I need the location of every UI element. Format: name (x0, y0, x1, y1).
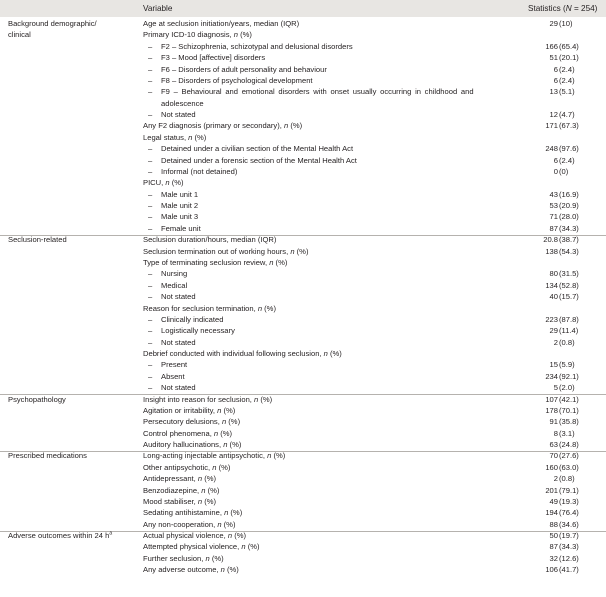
row-variable (148, 337, 196, 348)
row-variable (143, 29, 252, 40)
row-variable-label: Auditory hallucinations, n (%) (143, 440, 242, 450)
row-value: 87 (549, 223, 558, 233)
row-variable (143, 405, 235, 416)
row-variable (143, 485, 219, 496)
table-row (0, 462, 606, 473)
row-value: 8 (553, 428, 558, 438)
row-variable (143, 473, 216, 484)
row-variable-label: F3 – Mood [affective] disorders (161, 53, 266, 63)
row-value: 15 (549, 360, 558, 370)
row-variable-label: Not stated (161, 110, 196, 120)
row-value-paren: (38.7) (559, 235, 579, 245)
row-value: 87 (549, 542, 558, 552)
row-value: 0 (553, 166, 558, 176)
row-variable (148, 371, 185, 382)
row-value-paren: (0.8) (559, 337, 575, 347)
row-variable-label: Not stated (161, 383, 196, 393)
row-value: 71 (549, 212, 558, 222)
row-value: 107 (545, 394, 558, 404)
row-value: 63 (549, 440, 558, 450)
table-row (0, 553, 606, 564)
table-row (0, 348, 606, 359)
table-row (0, 382, 606, 393)
bullet-dash: – (148, 189, 153, 199)
row-variable (143, 507, 242, 518)
row-variable (148, 52, 265, 63)
row-value: 40 (549, 292, 558, 302)
row-variable-label: F9 – Behavioural and emotional disorders with onset usually occurring in childhood and (161, 87, 474, 97)
row-value: 29 (549, 326, 558, 336)
row-value: 43 (549, 189, 558, 199)
row-value: 91 (549, 417, 558, 427)
row-value: 50 (549, 531, 558, 541)
bullet-dash: – (148, 212, 153, 222)
row-variable-label: Detained under a civilian section of the Mental Health Act (161, 144, 354, 154)
table-row (0, 189, 606, 200)
row-variable (148, 382, 196, 393)
row-value-paren: (63.0) (559, 462, 579, 472)
row-variable-label: Clinically indicated (161, 314, 224, 324)
table-row (0, 132, 606, 143)
row-variable-label: Logistically necessary (161, 326, 235, 336)
table-row (0, 359, 606, 370)
row-value-paren: (15.7) (559, 292, 579, 302)
row-value-paren: (52.8) (559, 280, 579, 290)
row-variable-label: Antidepressant, n (%) (143, 474, 217, 484)
table-row (0, 303, 606, 314)
bullet-dash: – (148, 53, 153, 63)
row-value-paren: (3.1) (559, 428, 575, 438)
row-variable-label: Absent (161, 371, 185, 381)
row-variable (148, 314, 223, 325)
row-variable (148, 223, 201, 234)
row-variable (148, 359, 187, 370)
table-row (0, 52, 606, 63)
row-variable (143, 18, 299, 29)
row-value-paren: (19.3) (559, 496, 579, 506)
row-value: 194 (545, 508, 558, 518)
row-value: 32 (549, 553, 558, 563)
row-variable (148, 166, 237, 177)
table-row (0, 143, 606, 154)
row-variable-label: adolescence (161, 98, 204, 108)
row-value-paren: (34.6) (559, 519, 579, 529)
row-value-paren: (20.9) (559, 201, 579, 211)
row-variable (143, 303, 276, 314)
row-variable-label: Persecutory delusions, n (%) (143, 417, 241, 427)
table-row (0, 519, 606, 530)
row-variable (143, 541, 260, 552)
table-row (0, 64, 606, 75)
row-category: Adverse outcomes within 24 $h^a$ (8, 530, 113, 541)
row-variable (143, 428, 232, 439)
row-variable (143, 462, 230, 473)
row-value-paren: (41.7) (559, 565, 579, 575)
row-variable (143, 416, 240, 427)
row-value-paren: (31.5) (559, 269, 579, 279)
row-variable-label: F6 – Disorders of adult personality and behaviour (161, 64, 327, 74)
table-row (0, 109, 606, 120)
row-variable-label: Benzodiazepine, n (%) (143, 485, 220, 495)
row-category: Prescribed medications (8, 451, 87, 461)
row-category: clinical (8, 30, 31, 40)
row-variable-label: Nursing (161, 269, 188, 279)
row-value-paren: (5.9) (559, 360, 575, 370)
row-value: 20.8 (543, 235, 558, 245)
table-row (0, 325, 606, 336)
row-variable-label: Seclusion duration/hours, median (IQR) (143, 235, 277, 245)
row-variable-label: Type of terminating seclusion review, n (%) (143, 257, 288, 267)
row-variable-label: Sedating antihistamine, n (%) (143, 508, 243, 518)
bullet-dash: – (148, 87, 153, 97)
row-variable (148, 189, 198, 200)
table-row (0, 450, 606, 461)
table-row (0, 120, 606, 131)
row-value-paren: (79.1) (559, 485, 579, 495)
row-value-paren: (10) (559, 19, 573, 28)
row-variable-label: Further seclusion, n (%) (143, 553, 224, 563)
bullet-dash: – (148, 337, 153, 347)
row-variable (143, 553, 224, 564)
row-value: 106 (545, 565, 558, 575)
table-row (0, 223, 606, 234)
table-row (0, 155, 606, 166)
bullet-dash: – (148, 155, 153, 165)
table-row (0, 496, 606, 507)
row-value-paren: (65.4) (559, 41, 579, 51)
bullet-dash: – (148, 144, 153, 154)
row-value-paren: (70.1) (559, 405, 579, 415)
row-value-paren: (16.9) (559, 189, 579, 199)
row-value-paren: (20.1) (559, 53, 579, 63)
table-row (0, 371, 606, 382)
row-variable-label: Any F2 diagnosis (primary or secondary), n (%) (143, 121, 303, 131)
row-value: 201 (545, 485, 558, 495)
bullet-dash: – (148, 223, 153, 233)
row-variable (143, 120, 302, 131)
table-row (0, 98, 606, 109)
row-variable (148, 64, 327, 75)
bullet-dash: – (148, 41, 153, 51)
row-value-paren: (27.6) (559, 451, 579, 461)
row-variable-label: Primary ICD-10 diagnosis, n (%) (143, 30, 252, 40)
row-variable (148, 291, 196, 302)
row-variable-label: Age at seclusion initiation/years, median (IQR) (143, 19, 300, 28)
row-value: 178 (545, 405, 558, 415)
bullet-dash: – (148, 326, 153, 336)
row-value: 234 (545, 371, 558, 381)
row-value: 134 (545, 280, 558, 290)
table-row (0, 257, 606, 268)
row-value: 2 (553, 337, 558, 347)
row-value: 6 (553, 155, 558, 165)
row-variable (143, 530, 246, 541)
row-variable (143, 519, 235, 530)
row-value: 53 (549, 201, 558, 211)
row-variable-label: Any non-cooperation, n (%) (143, 519, 236, 529)
row-variable (148, 86, 474, 97)
bullet-dash: – (148, 64, 153, 74)
row-value: 248 (545, 144, 558, 154)
row-value: 13 (549, 87, 558, 97)
table-row (0, 41, 606, 52)
row-variable-label: F8 – Disorders of psychological development (161, 75, 313, 85)
row-variable (143, 177, 184, 188)
row-variable (143, 257, 287, 268)
row-variable (143, 348, 342, 359)
table-row (0, 280, 606, 291)
row-variable (148, 280, 187, 291)
row-category: Background demographic/ (8, 19, 97, 28)
row-variable (148, 75, 313, 86)
row-value: 29 (549, 19, 558, 28)
bullet-dash: – (148, 269, 153, 279)
row-value: 80 (549, 269, 558, 279)
table-row (0, 75, 606, 86)
row-value-paren: (67.3) (559, 121, 579, 131)
row-value: 138 (545, 246, 558, 256)
row-variable-label: Insight into reason for seclusion, n (%) (143, 394, 273, 404)
table-row (0, 166, 606, 177)
row-variable-label: Legal status, n (%) (143, 132, 207, 142)
row-variable (148, 211, 198, 222)
row-value-paren: (28.0) (559, 212, 579, 222)
bullet-dash: – (148, 110, 153, 120)
row-variable (143, 439, 241, 450)
row-value-paren: (12.6) (559, 553, 579, 563)
row-value: 6 (553, 64, 558, 74)
row-variable-label: Male unit 2 (161, 201, 199, 211)
row-value-paren: (5.1) (559, 87, 575, 97)
table-row (0, 177, 606, 188)
row-variable-label: Any adverse outcome, n (%) (143, 565, 239, 575)
row-variable (148, 155, 357, 166)
table-row (0, 18, 606, 29)
row-value-paren: (54.3) (559, 246, 579, 256)
table-row (0, 416, 606, 427)
row-value-paren: (97.6) (559, 144, 579, 154)
table-row (0, 485, 606, 496)
table-row (0, 439, 606, 450)
row-value: 171 (545, 121, 558, 131)
row-variable (148, 109, 196, 120)
table-row (0, 246, 606, 257)
row-value-paren: (19.7) (559, 531, 579, 541)
row-variable (143, 394, 272, 405)
table-row (0, 337, 606, 348)
row-value-paren: (42.1) (559, 394, 579, 404)
row-category: Psychopathology (8, 394, 66, 404)
row-variable-label: Not stated (161, 292, 196, 302)
bullet-dash: – (148, 75, 153, 85)
table-row (0, 530, 606, 541)
row-variable-label: Control phenomena, n (%) (143, 428, 233, 438)
table-row (0, 86, 606, 97)
row-value-paren: (35.8) (559, 417, 579, 427)
row-variable (143, 564, 239, 575)
table-row (0, 405, 606, 416)
table-row (0, 211, 606, 222)
row-value-paren: (11.4) (559, 326, 579, 336)
table-row (0, 268, 606, 279)
table-row (0, 394, 606, 405)
row-value-paren: (34.3) (559, 542, 579, 552)
row-category: Seclusion-related (8, 235, 67, 245)
row-variable-label: Actual physical violence, n (%) (143, 531, 246, 541)
row-variable-label: Mood stabiliser, n (%) (143, 496, 217, 506)
row-variable-label: Other antipsychotic, n (%) (143, 462, 231, 472)
row-variable-label: Medical (161, 280, 188, 290)
table-row (0, 507, 606, 518)
table-row (0, 541, 606, 552)
row-value-paren: (76.4) (559, 508, 579, 518)
table-row (0, 200, 606, 211)
row-variable-label: Detained under a forensic section of the Mental Health Act (161, 155, 357, 165)
row-variable (148, 41, 353, 52)
bullet-dash: – (148, 292, 153, 302)
row-value: 88 (549, 519, 558, 529)
row-value: 6 (553, 75, 558, 85)
row-value-paren: (2.4) (559, 155, 575, 165)
row-variable-label: Present (161, 360, 188, 370)
row-value: 12 (549, 110, 558, 120)
row-variable-label: Debrief conducted with individual following seclusion, n (%) (143, 349, 342, 359)
row-variable (143, 450, 285, 461)
bullet-dash: – (148, 166, 153, 176)
row-variable (148, 98, 204, 109)
row-variable (148, 143, 353, 154)
bullet-dash: – (148, 280, 153, 290)
row-variable-label: Attempted physical violence, n (%) (143, 542, 260, 552)
row-value-paren: (87.8) (559, 314, 579, 324)
row-variable-label: PICU, n (%) (143, 178, 184, 188)
row-variable (143, 246, 308, 257)
bullet-dash: – (148, 360, 153, 370)
row-variable-label: Female unit (161, 223, 201, 233)
row-value: 49 (549, 496, 558, 506)
row-value: 51 (549, 53, 558, 63)
table-header (0, 0, 606, 17)
bullet-dash: – (148, 201, 153, 211)
table-row (0, 291, 606, 302)
row-variable-label: Informal (not detained) (161, 166, 238, 176)
table-row (0, 473, 606, 484)
row-value: 166 (545, 41, 558, 51)
table-row (0, 234, 606, 245)
row-variable (143, 234, 276, 245)
row-value-paren: (24.8) (559, 440, 579, 450)
row-variable (143, 496, 216, 507)
statistics-column-header: Statistics (N = 254) (528, 4, 598, 13)
bullet-dash: – (148, 383, 153, 393)
row-value-paren: (2.0) (559, 383, 575, 393)
row-variable-label: Not stated (161, 337, 196, 347)
row-value-paren: (2.4) (559, 75, 575, 85)
bullet-dash: – (148, 314, 153, 324)
row-variable-label: Male unit 1 (161, 189, 199, 199)
row-value: 2 (553, 474, 558, 484)
row-value-paren: (2.4) (559, 64, 575, 74)
bullet-dash: – (148, 371, 153, 381)
table-row (0, 314, 606, 325)
row-value-paren: (92.1) (559, 371, 579, 381)
row-variable-label: Seclusion termination out of working hours, n (%) (143, 246, 309, 256)
row-variable-label: Agitation or irritability, n (%) (143, 405, 236, 415)
row-value-paren: (34.3) (559, 223, 579, 233)
row-variable-label: Male unit 3 (161, 212, 199, 222)
table-row (0, 428, 606, 439)
row-variable (143, 132, 206, 143)
row-variable-label: Reason for seclusion termination, n (%) (143, 303, 276, 313)
row-value: 70 (549, 451, 558, 461)
table-row (0, 564, 606, 575)
row-variable-label: F2 – Schizophrenia, schizotypal and delusional disorders (161, 41, 353, 51)
row-value-paren: (0) (559, 166, 569, 176)
variable-column-header: Variable (143, 4, 173, 13)
row-value-paren: (4.7) (559, 110, 575, 120)
row-value-paren: (0.8) (559, 474, 575, 484)
row-variable-label: Long-acting injectable antipsychotic, n (%) (143, 451, 286, 461)
row-variable (148, 268, 187, 279)
row-value: 223 (545, 314, 558, 324)
row-variable (148, 200, 198, 211)
row-value: 5 (553, 383, 558, 393)
row-variable (148, 325, 235, 336)
table-row (0, 29, 606, 40)
row-value: 160 (545, 462, 558, 472)
